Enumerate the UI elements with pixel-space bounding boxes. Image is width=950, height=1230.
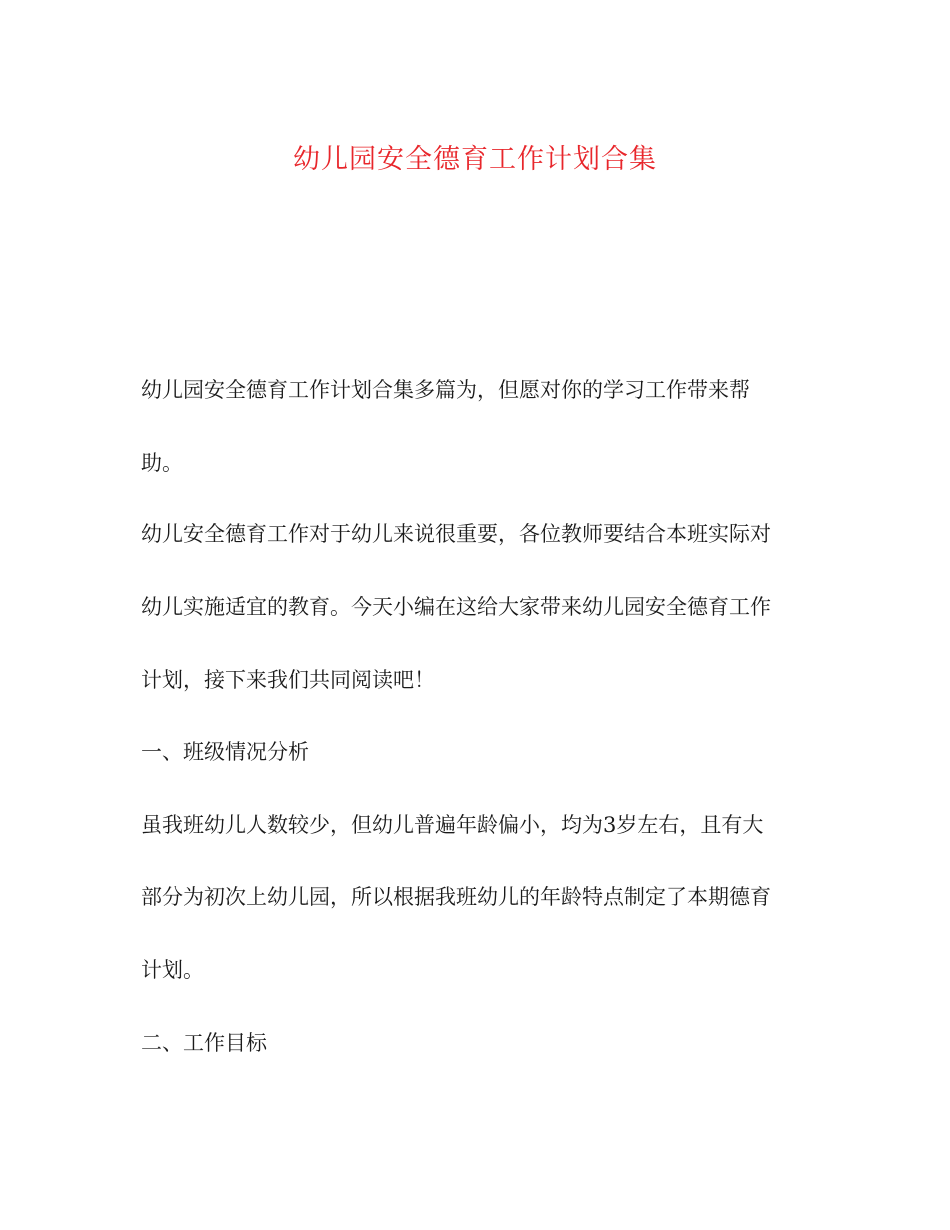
paragraph-line-3: 幼儿安全德育工作对于幼儿来说很重要，各位教师要结合本班实际对: [141, 522, 771, 546]
section-heading-2: 二、工作目标: [141, 1031, 267, 1055]
paragraph-line-5: 计划，接下来我们共同阅读吧！: [141, 668, 435, 692]
paragraph-line-2: 助。: [141, 451, 183, 475]
paragraph-line-7: 部分为初次上幼儿园，所以根据我班幼儿的年龄特点制定了本期德育: [141, 885, 771, 909]
paragraph-line-6: 虽我班幼儿人数较少，但幼儿普遍年龄偏小，均为3岁左右，且有大: [141, 813, 764, 837]
document-title: 幼儿园安全德育工作计划合集: [293, 144, 657, 175]
section-heading-1: 一、班级情况分析: [141, 740, 309, 764]
paragraph-line-4: 幼儿实施适宜的教育。今天小编在这给大家带来幼儿园安全德育工作: [141, 595, 771, 619]
paragraph-line-1: 幼儿园安全德育工作计划合集多篇为，但愿对你的学习工作带来帮: [141, 378, 750, 402]
paragraph-line-8: 计划。: [141, 958, 204, 982]
